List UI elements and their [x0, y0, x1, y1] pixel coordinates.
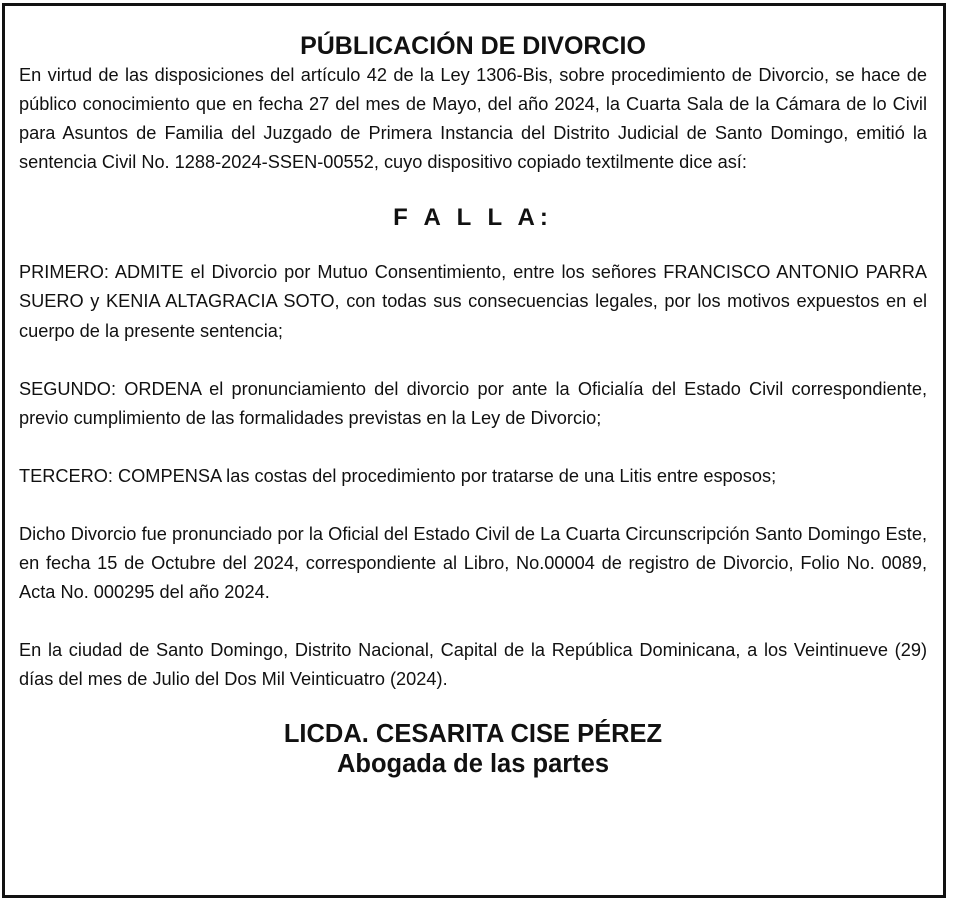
- signature-name: LICDA. CESARITA CISE PÉREZ: [283, 720, 663, 749]
- intro-paragraph: En virtud de las disposiciones del artículo 42 de la Ley 1306-Bis, sobre procedimiento de Divorcio, se hace de público conocimiento que en fecha 27 del mes de Mayo, del año 2024, la Cuarta Sala de la Cámara de lo Civil para Asuntos de Familia del Juzgado de Primera Instancia del Distrito Judicial de Santo Domingo, emitió la sentencia Civil No. 1288-2024-SSEN-00552, cuyo dispositivo copiado textilmente dice así:: [19, 65, 927, 173]
- place-date-paragraph: En la ciudad de Santo Domingo, Distrito Nacional, Capital de la República Dominicana, a los Veintinueve (29) días del mes de Julio del Dos Mil Veinticuatro (2024).: [19, 640, 927, 690]
- signature-block: [19, 719, 927, 779]
- primero-paragraph: PRIMERO: ADMITE el Divorcio por Mutuo Consentimiento, entre los señores FRANCISCO ANTONIO PARRA SUERO y KENIA ALTAGRACIA SOTO, con todas sus consecuencias legales, por los motivos expuestos en el cuerpo de la presente sentencia;: [19, 262, 927, 341]
- tercero-paragraph: TERCERO: COMPENSA las costas del procedimiento por tratarse de una Litis entre esposos;: [19, 465, 777, 486]
- notice-content: [19, 31, 927, 779]
- segundo-paragraph: SEGUNDO: ORDENA el pronunciamiento del divorcio por ante la Oficialía del Estado Civil correspondiente, previo cumplimiento de las formalidades previstas en la Ley de Divorcio;: [19, 378, 927, 428]
- signature-role: Abogada de las partes: [336, 750, 610, 779]
- pronunciamiento-paragraph: Dicho Divorcio fue pronunciado por la Oficial del Estado Civil de La Cuarta Circunscripción Santo Domingo Este, en fecha 15 de Octubre del 2024, correspondiente al Libro, No.00004 de registro de Divorcio, Folio No. 0089, Acta No. 000295 del año 2024.: [19, 523, 927, 603]
- notice-title: PÚBLICACIÓN DE DIVORCIO: [300, 32, 646, 60]
- falla-heading: F A L L A:: [393, 204, 553, 232]
